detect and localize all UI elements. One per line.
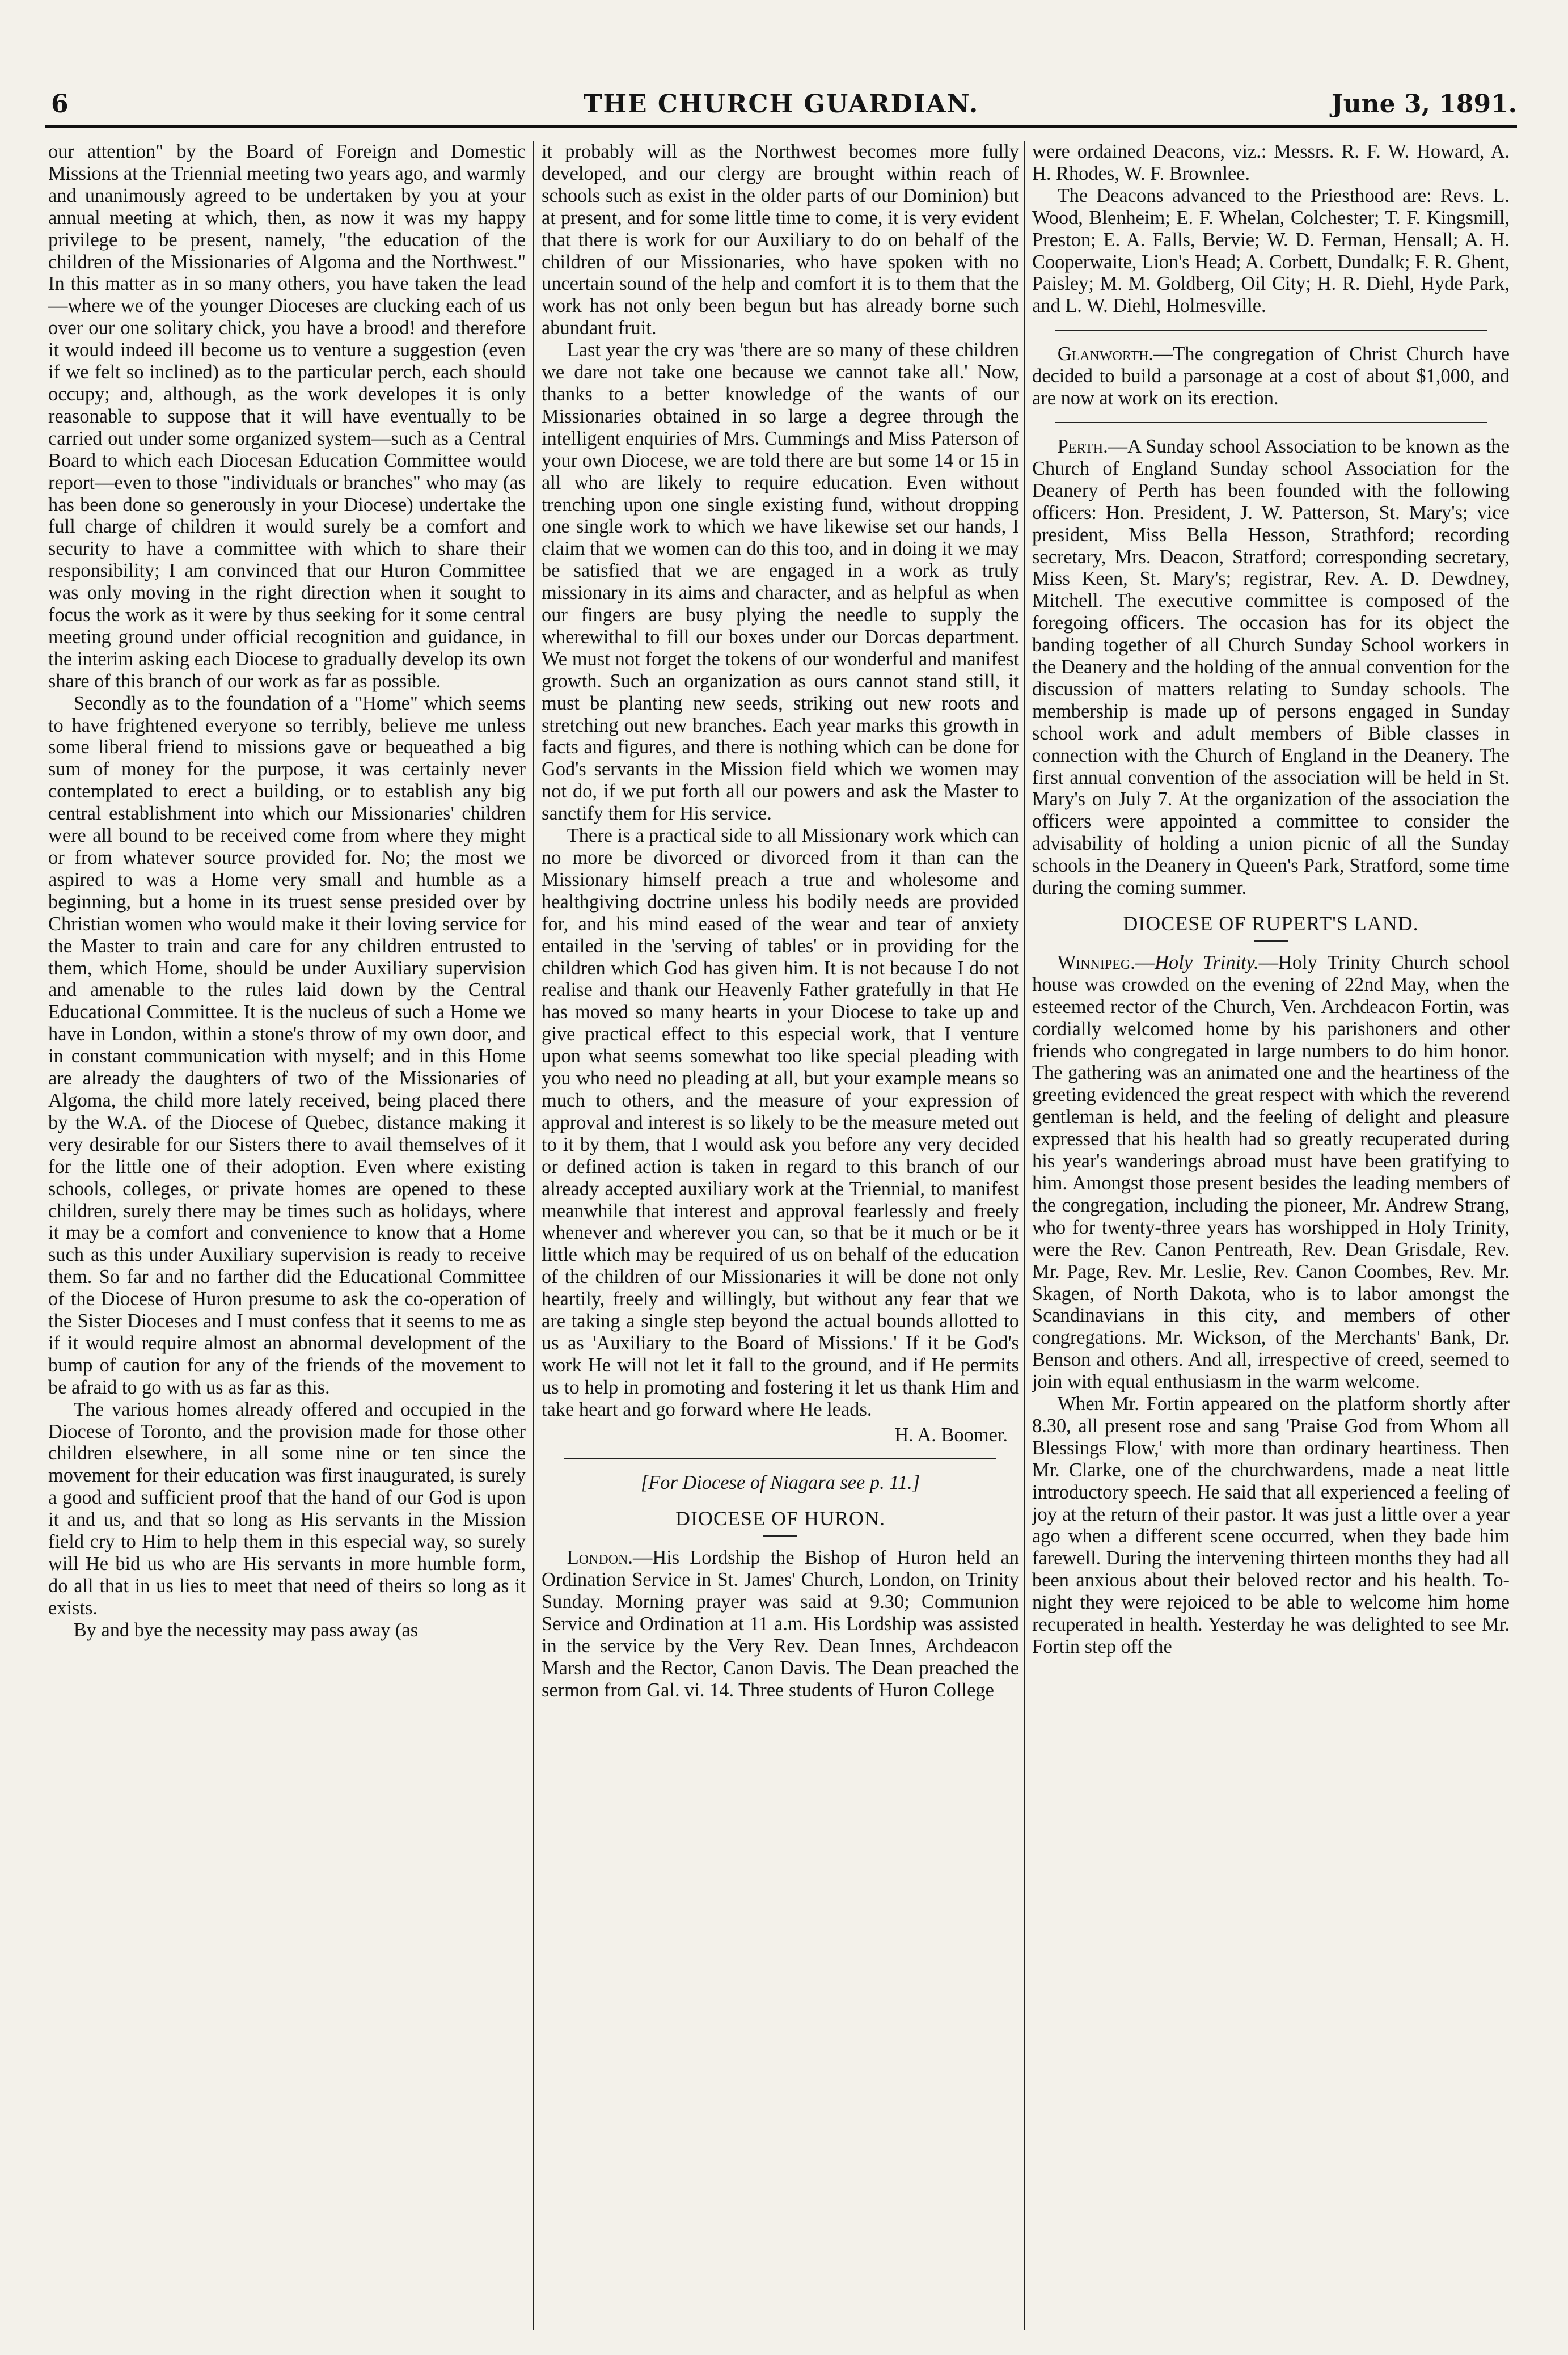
section-heading-ruperts-land: DIOCESE OF RUPERT'S LAND. [1123,912,1419,935]
newspaper-title: THE CHURCH GUARDIAN. [583,90,979,119]
paragraph: were ordained Deacons, viz.: Messrs. R. F. W. Howard, A. H. Rhodes, W. F. Brownlee. [1032,141,1510,184]
paragraph-text: —Holy Trinity Church school house was crowded on the evening of 22nd May, when the esteemed rector of the Church, Ven. Archdeacon Fortin, was cordially welcomed home by his parishoners and other friends who congregated in large numbers to do him honor. The gathering was an animated one and the heartiness of the greeting evidenced the great respect with which the reverend gentleman is held, and the feeling of delight and pleasure expressed that his health had so greatly recuperated during his year's wanderings abroad must have been gratifying to him. Amongst those present besides the leading members of the congregation, including the pioneer, Mr. Andrew Strang, who for twenty-three years has worshipped in Holy Trinity, were the Rev. Canon Pentreath, Rev. Dean Grisdale, Rev. Mr. Page, Rev. Mr. Leslie, Rev. Canon Coombes, Rev. Mr. Skagen, of North Dakota, who is to labor amongst the Scandinavians in this city, and members of other congregations. Mr. Wickson, of the Merchants' Bank, Dr. Benson and others. And all, irrespective of creed, seemed to join with equal enthusiasm in the warm welcome. [1032,951,1510,1393]
divider [1055,422,1487,423]
paragraph: Secondly as to the foundation of a "Home" which seems to have frightened everyone so terribly, believe me unless some liberal friend to missions gave or bequeathed a big sum of money for the purpose, it was certainly never contemplated to erect a building, or to establish any big central establishment into which our Missionaries' children were all bound to be received come from where they might or from whatever source provided for. No; the most we aspired to was a Home very small and humble as a beginning, but a home in its truest sense presided over by Christian women who would make it their loving service for the Master to train and care for any children entrusted to them, which Home, should be under Auxiliary supervision and amenable to the rules laid down by the Central Educational Committee. It is the nucleus of such a Home we have in London, within a stone's throw of my own door, and in constant communication with myself; and in this Home are already the daughters of two of the Missionaries of Algoma, the child more lately received, being placed there by the W.A. of the Diocese of Quebec, distance making it very desirable for our Sisters there to avail themselves of it for the little one of their adoption. Even where existing schools, colleges, or private homes are opened to these children, surely there may be times such as holidays, where it may be a comfort and convenience to know that a Home such as this under Auxiliary supervision is ready to receive them. So far and no farther did the Educational Committee of the Diocese of Huron presume to ask the co-operation of the Sister Dioceses and I must confess that it seems to me as if it would require almost an abnormal development of the bump of caution for any of the friends of the movement to be afraid to go with us as far as this. [48,692,526,1398]
article-signature: H. A. Boomer. [894,1424,1008,1446]
paragraph: When Mr. Fortin appeared on the platform shortly after 8.30, all present rose and sang 'Praise God from Whom all Blessings Flow,' with more than ordinary heartiness. Then Mr. Clarke, one of the churchwardens, made a neat little introductory speech. He said that all experienced a feeling of joy at the return of their pastor. It was just a little over a year ago when a different scene occurred, when they bade him farewell. During the intervening thirteen months they had all been anxious about their beloved rector and his health. To-night they were rejoiced to be able to welcome him home recuperated in health. Yesterday he was delighted to see Mr. Fortin step off the [1032,1393,1510,1657]
paragraph-text: —A Sunday school Association to be known as the Church of England Sunday school Association for the Deanery of Perth has been founded with the following officers: Hon. President, J. W. Patterson, St. Mary's; vice president, Miss Bella Hesson, Strathford; recording secretary, Mrs. Deacon, Stratford; corresponding secretary, Miss Keen, St. Mary's; registrar, Rev. A. D. Dewdney, Mitchell. The executive committee is composed of the foregoing officers. The occasion has for its object the banding together of all Church Sunday School workers in the Deanery and the holding of the annual convention for the discussion of matters relating to Sunday schools. The membership is made up of persons engaged in Sunday school work and adult members of Bible classes in connection with the Church of England in the Deanery. The first annual convention of the association will be held in St. Mary's on July 7. At the organization of the association the officers were appointed a committee to consider the advisability of holding a union picnic of all the Sunday schools in the Deanery in Queen's Park, Stratford, some time during the coming summer. [1032,435,1510,899]
paragraph [1032,952,1510,1393]
column-3 [1032,141,1510,2330]
paragraph: Last year the cry was 'there are so many of these children we dare not take one because we cannot take all.' Now, thanks to a better knowledge of the wants of our Missionaries obtained in so large a degree through the intelligent enquiries of Mrs. Cummings and Miss Paterson of your own Diocese, we are told there are but some 14 or 15 in all who are likely to require education. Even without trenching upon one single existing fund, without dropping one single work to which we have likewise set our hands, I claim that we women can do this too, and in doing it we may be satisfied that we are engaged in a work as truly missionary in its aims and character, and as helpful as when our fingers are busy plying the needle to supply the wherewithal to fill our boxes under our Dorcas department. We must not forget the tokens of our wonderful and manifest growth. Such an organization as ours cannot stand still, it must be planting new seeds, striking out new roots and stretching out new branches. Each year marks this growth in facts and figures, and there is nothing which can be done for God's servants in the Mission field which we women may not do, if we put forth all our powers and ask the Master to sanctify them for His service. [542,339,1019,825]
divider [564,1458,996,1459]
paragraph: By and bye the necessity may pass away (as [73,1619,419,1641]
paragraph-text: —His Lordship the Bishop of Huron held an Ordination Service in St. James' Church, London, on Trinity Sunday. Morning prayer was said at 9.30; Communion Service and Ordination at 11 a.m. His Lordship was assisted in the service by the Very Rev. Dean Innes, Archdeacon Marsh and the Rector, Canon Davis. The Dean preached the sermon from Gal. vi. 14. Three students of Huron College [542,1547,1019,1701]
divider [1254,940,1288,942]
paragraph-text: —The congregation of Christ Church have decided to build a parsonage at a cost of about $1,000, and are now at work on its erection. [1032,343,1510,410]
masthead [45,85,1517,128]
paragraph: There is a practical side to all Missionary work which can no more be divorced or divorced from it than can the Missionary himself preach a true and wholesome and healthgiving doctrine unless his bodily needs are provided for, and his mind eased of the wear and tear of anxiety entailed in the 'serving of tables' or in providing for the children which God has given him. It is not because I do not realise and thank our Heavenly Father gratefully in that He has moved so many hearts in your Diocese to take up and give practical effect to this especial work, that I venture upon what seems somewhat too like special pleading with you who need no pleading at all, but your example means so much to others, and the measure of your expression of approval and interest is so likely to be the measure meted out to it by them, that I would ask you before any very decided or defined action is taken in regard to this branch of our already accepted auxiliary work at the Triennial, to manifest meanwhile that interest and approval fearlessly and freely whenever and wherever you can, so that be it much or be it little which may be required of us on behalf of the education of the children of our Missionaries it will be done not only heartily, freely and willingly, but without any fear that we are taking a single step beyond the actual bounds allotted to us as 'Auxiliary to the Board of Missions.' If it be God's work He will not let it fall to the ground, and if He permits us to help in promoting and fostering it let us thank Him and take heart and go forward where He leads. [542,825,1019,1420]
paragraph [1032,343,1510,410]
paragraph: our attention" by the Board of Foreign and Domestic Missions at the Triennial meeting two years ago, and warmly and unanimously agreed to be undertaken by you at your annual meeting at which, then, as now it was my happy privilege to be present, namely, "the education of the children of the Missionaries of Algoma and the Northwest." In this matter as in so many others, you have taken the lead—where we of the younger Dioceses are clucking each of us over our one solitary chick, you have a brood! and therefore it would indeed ill become us to venture a suggestion (even if we felt so inclined) as to the particular perch, each should occupy; and, although, as the work developes it is only reasonable to suppose that it will have eventually to be carried out under some organized system—such as a Central Board to which each Diocesan Education Committee would report—even to those "individuals or branches" who may (as has been done so generously in your Diocese) undertake the full charge of children it would surely be a comfort and security to have a committee with which to share their responsibility; I am convinced that our Huron Committee was only moving in the right direction when it sought to focus the work as it were by thus seeking for it some central meeting ground under official recognition and guidance, in the interim asking each Diocese to gradually develop its own share of this branch of our work as far as possible. [48,141,526,692]
dateline: London. [567,1547,633,1569]
divider [763,1535,797,1537]
column-1 [48,141,526,2330]
issue-date: June 3, 1891. [1331,90,1517,119]
dateline: Glanworth. [1057,343,1154,365]
column-2 [542,141,1019,2330]
section-heading-huron: DIOCESE OF HURON. [675,1507,886,1530]
paragraph: it probably will as the Northwest becomes more fully developed, and our clergy are brought within reach of schools such as exist in the older parts of our Dominion) but at present, and for some little time to come, it is very evident that there is work for our Auxiliary to do on behalf of the children of our Missionaries, who have spoken with no uncertain sound of the help and comfort it is to them that the work has not only been begun but has already borne such abundant fruit. [542,141,1019,339]
column-rule-2 [1024,141,1025,2330]
dateline: Winnipeg.— [1057,951,1155,973]
page-number: 6 [51,90,69,119]
paragraph: The various homes already offered and occupied in the Diocese of Toronto, and the provision made for those other children elsewhere, in all some nine or ten since the movement for their education was first inaugurated, is surely a good and sufficient proof that the hand of our God is upon it and us, and that so long as His servants in the Mission field cry to Him to help them in this especial way, so surely will He bid us who are His servants in more humble form, do all that in us lies to meet that need of theirs so long as it exists. [48,1398,526,1619]
column-rule-1 [533,141,534,2330]
parish-name: Holy Trinity. [1155,951,1259,973]
dateline: Perth. [1057,435,1108,457]
paragraph: The Deacons advanced to the Priesthood are: Revs. L. Wood, Blenheim; E. F. Whelan, Colchester; T. F. Kingsmill, Preston; E. A. Falls, Bervie; W. D. Ferman, Hensall; A. H. Cooperwaite, Lion's Head; A. Corbett, Dundalk; F. R. Ghent, Paisley; M. M. Goldberg, Oil City; H. R. Diehl, Hyde Park, and L. W. Diehl, Holmesville. [1032,184,1510,317]
paragraph [542,1547,1019,1701]
paragraph [1032,436,1510,899]
divider [1055,330,1487,331]
cross-reference: [For Diocese of Niagara see p. 11.] [640,1472,920,1494]
